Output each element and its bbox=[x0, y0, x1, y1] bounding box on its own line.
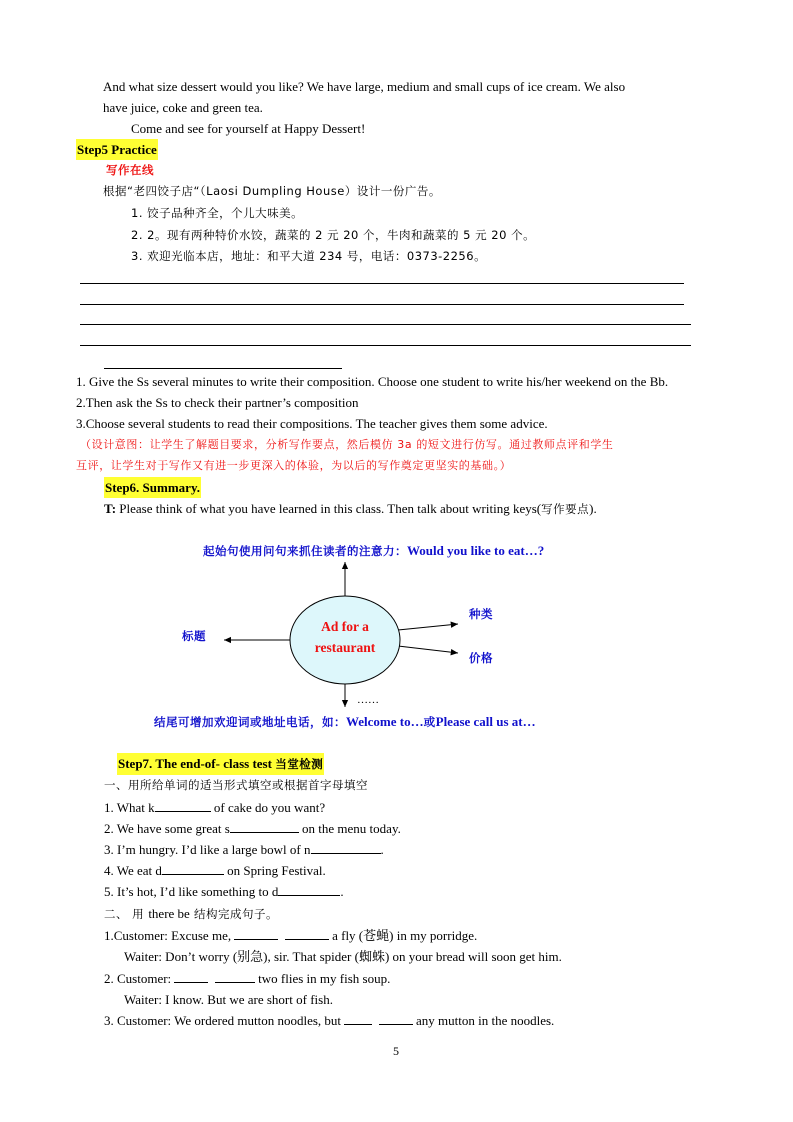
question-text: of cake do you want? bbox=[210, 800, 326, 815]
step5-point-2: 2. 2。现有两种特价水饺，蔬菜的 2 元 20 个，牛肉和蔬菜的 5 元 20 个。 bbox=[131, 228, 536, 242]
step7-heading-cn: 当堂检测 bbox=[275, 757, 324, 771]
question-text: a fly (苍蝇) in my porridge. bbox=[328, 928, 478, 943]
diagram-bottom-cn-2: 或 bbox=[423, 715, 436, 729]
answer-blank[interactable] bbox=[278, 881, 340, 896]
answer-blank[interactable] bbox=[230, 818, 299, 833]
question-text: 3. I’m hungry. I’d like a large bowl of n bbox=[104, 842, 311, 857]
part1-question-5 bbox=[104, 881, 344, 902]
answer-blank[interactable] bbox=[311, 839, 381, 854]
part2-reply-2: Waiter: I know. But we are short of fish. bbox=[124, 992, 333, 1007]
diagram-right-top-label: 种类 bbox=[469, 607, 493, 621]
instruction-2: 2.Then ask the Ss to check their partner’s composition bbox=[76, 395, 359, 410]
question-text: 2. We have some great s bbox=[104, 821, 230, 836]
diagram-ellipsis: …… bbox=[357, 694, 379, 706]
answer-blank[interactable] bbox=[155, 797, 211, 812]
step7-heading bbox=[117, 753, 324, 775]
answer-blank[interactable] bbox=[162, 860, 224, 875]
question-text: 1. What k bbox=[104, 800, 155, 815]
question-text: on the menu today. bbox=[298, 821, 401, 836]
question-text: on Spring Festival. bbox=[223, 863, 326, 878]
answer-blank[interactable] bbox=[234, 925, 278, 940]
instruction-1: 1. Give the Ss several minutes to write their composition. Choose one student to write his/her weekend on the Bb. bbox=[76, 374, 669, 389]
design-intent-line-2: 互评，让学生对于写作又有进一步更深入的体验，为以后的写作奠定更坚实的基础。） bbox=[76, 459, 512, 472]
question-text: 3. Customer: We ordered mutton noodles, but bbox=[104, 1013, 345, 1028]
question-text: 2. Customer: bbox=[104, 971, 175, 986]
part2-title-en: there be bbox=[148, 906, 190, 921]
part1-question-3 bbox=[104, 839, 384, 860]
diagram-left-label: 标题 bbox=[182, 629, 206, 643]
answer-blank[interactable] bbox=[174, 968, 208, 983]
part1-question-1 bbox=[104, 797, 325, 818]
step5-point-1: 1. 饺子品种齐全，个儿大味美。 bbox=[131, 206, 304, 220]
step5-prompt: 根据“老四饺子店“（Laosi Dumpling House）设计一份广告。 bbox=[103, 184, 441, 198]
part2-title-cn: 二、 用 bbox=[104, 907, 149, 921]
question-text: any mutton in the noodles. bbox=[412, 1013, 555, 1028]
part1-title: 一、用所给单词的适当形式填空或根据首字母填空 bbox=[104, 778, 368, 792]
part2-question-1 bbox=[104, 925, 477, 946]
diagram-bottom-en-2: Please call us at… bbox=[435, 714, 536, 729]
part2-title bbox=[104, 903, 278, 925]
part1-question-4 bbox=[104, 860, 326, 881]
diagram-bottom-label bbox=[154, 711, 536, 733]
part1-question-2 bbox=[104, 818, 401, 839]
diagram-top-en: Would you like to eat…? bbox=[407, 543, 545, 558]
answer-blank[interactable] bbox=[344, 1010, 372, 1025]
design-intent-line-1: （设计意图：让学生了解题目要求，分析写作要点，然后模仿 3a 的短文进行仿写。通过教师点评和学生 bbox=[80, 438, 614, 451]
part2-question-3 bbox=[104, 1010, 554, 1031]
intro-line-3: Come and see for yourself at Happy Dessert! bbox=[131, 121, 366, 136]
arrow-right-bottom bbox=[398, 646, 458, 653]
page-number: 5 bbox=[393, 1044, 399, 1058]
step5-point-3: 3. 欢迎光临本店，地址：和平大道 234 号，电话：0373-2256。 bbox=[131, 249, 487, 263]
question-text: 5. It’s hot, I’d like something to d bbox=[104, 884, 279, 899]
step7-heading-en: Step7. The end-of- class test bbox=[118, 756, 276, 771]
teacher-text-end: ). bbox=[589, 501, 597, 516]
arrow-right-top bbox=[398, 624, 458, 630]
question-text: 4. We eat d bbox=[104, 863, 162, 878]
diagram-bottom-cn-1: 结尾可增加欢迎词或地址电话，如： bbox=[154, 715, 346, 729]
step5-subheading: 写作在线 bbox=[106, 163, 154, 177]
part2-title-cn-2: 结构完成句子。 bbox=[189, 907, 278, 921]
diagram-top-cn: 起始句使用问句来抓住读者的注意力： bbox=[203, 544, 407, 558]
instruction-3: 3.Choose several students to read their compositions. The teacher gives them some advice. bbox=[76, 416, 548, 431]
question-text: . bbox=[380, 842, 384, 857]
part2-reply-1: Waiter: Don’t worry (别急), sir. That spider (蜘蛛) on your bread will soon get him. bbox=[124, 949, 562, 964]
teacher-text-cn: 写作要点 bbox=[541, 502, 590, 516]
answer-blank[interactable] bbox=[215, 968, 255, 983]
teacher-text: Please think of what you have learned in this class. Then talk about writing keys( bbox=[116, 501, 542, 516]
center-line-1: Ad for a bbox=[321, 619, 369, 634]
diagram-bottom-en-1: Welcome to… bbox=[346, 714, 424, 729]
question-text: . bbox=[340, 884, 344, 899]
question-text: 1.Customer: Excuse me, bbox=[104, 928, 235, 943]
answer-blank[interactable] bbox=[285, 925, 329, 940]
center-line-2: restaurant bbox=[314, 640, 376, 655]
answer-blank[interactable] bbox=[379, 1010, 413, 1025]
step5-heading: Step5 Practice bbox=[76, 139, 158, 160]
diagram-top-label bbox=[203, 540, 544, 562]
teacher-prefix: T: bbox=[104, 501, 117, 516]
part2-question-2 bbox=[104, 968, 390, 989]
intro-line-2: have juice, coke and green tea. bbox=[103, 100, 263, 115]
question-text: two flies in my fish soup. bbox=[254, 971, 391, 986]
step6-heading: Step6. Summary. bbox=[104, 477, 201, 498]
intro-line-1: And what size dessert would you like? We have large, medium and small cups of ice cream. We also bbox=[103, 79, 626, 94]
diagram-right-bottom-label: 价格 bbox=[469, 651, 493, 665]
